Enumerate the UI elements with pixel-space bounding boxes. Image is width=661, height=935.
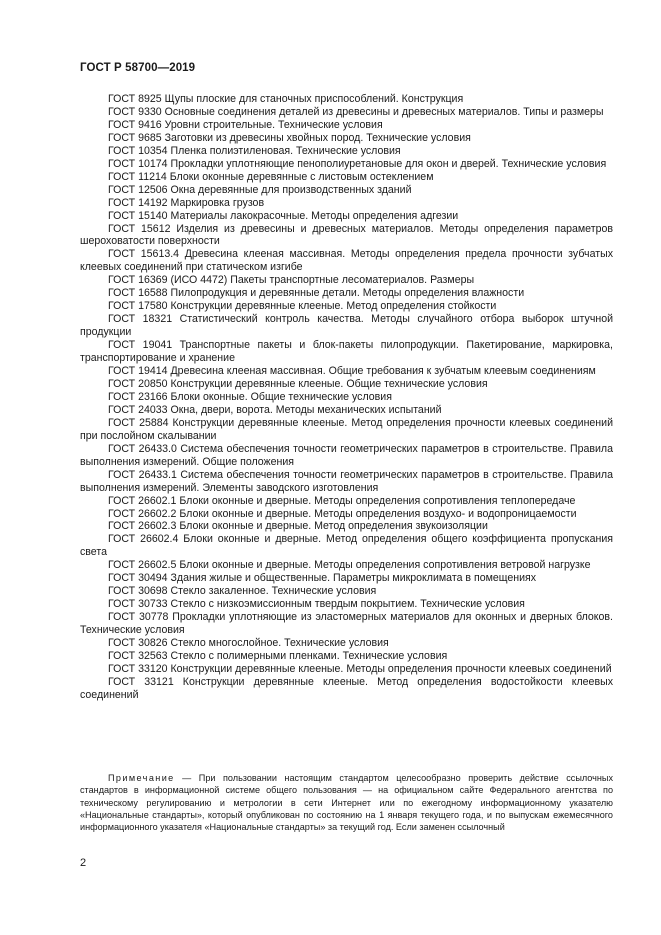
reference-item: ГОСТ 30698 Стекло закаленное. Технические условия (108, 585, 377, 598)
reference-item: ГОСТ 17580 Конструкции деревянные клееные. Метод определения стойкости (108, 300, 497, 313)
reference-item: ГОСТ 30733 Стекло с низкоэмиссионным твердым покрытием. Технические условия (108, 598, 525, 611)
reference-item: ГОСТ 26602.1 Блоки оконные и дверные. Методы определения сопротивления теплопередаче (108, 494, 576, 507)
reference-item: ГОСТ 26433.1 Система обеспечения точности геометрических параметров в строительстве. Правила выполнения измерений. Элементы заводского изготовления (80, 468, 613, 494)
reference-item: ГОСТ 30778 Прокладки уплотняющие из эластомерных материалов для оконных и дверных блоков. Технические условия (80, 611, 613, 637)
reference-item: ГОСТ 9330 Основные соединения деталей из древесины и древесных материалов. Типы и размеры (108, 105, 604, 118)
reference-item: ГОСТ 26433.0 Система обеспечения точности геометрических параметров в строительстве. Правила выполнения измерений. Общие положения (80, 442, 613, 468)
reference-item: ГОСТ 10354 Пленка полиэтиленовая. Технические условия (108, 144, 401, 157)
reference-item: ГОСТ 32563 Стекло с полимерными пленками. Технические условия (108, 649, 448, 662)
reference-item: ГОСТ 26602.2 Блоки оконные и дверные. Методы определения воздухо- и водопроницаемости (108, 507, 577, 520)
reference-item: ГОСТ 16369 (ИСО 4472) Пакеты транспортные лесоматериалов. Размеры (108, 274, 475, 287)
note-block (80, 772, 613, 833)
reference-item: ГОСТ 19041 Транспортные пакеты и блок-пакеты пилопродукции. Пакетирование, маркировка, транспортирование и хранение (80, 339, 613, 365)
reference-item: ГОСТ 10174 Прокладки уплотняющие пенополиуретановые для окон и дверей. Технические условия (108, 157, 607, 170)
reference-item: ГОСТ 15613.4 Древесина клееная массивная. Методы определения предела прочности зубчатых клеевых соединений при статическом изгибе (80, 248, 613, 274)
page-header-title: ГОСТ Р 58700—2019 (80, 62, 196, 74)
reference-item: ГОСТ 20850 Конструкции деревянные клееные. Общие технические условия (108, 377, 488, 390)
reference-item: ГОСТ 9685 Заготовки из древесины хвойных пород. Технические условия (108, 131, 471, 144)
reference-item: ГОСТ 30826 Стекло многослойное. Технические условия (108, 637, 389, 650)
reference-item: ГОСТ 26602.3 Блоки оконные и дверные. Метод определения звукоизоляции (108, 520, 488, 533)
reference-item: ГОСТ 12506 Окна деревянные для производственных зданий (108, 183, 412, 196)
reference-item: ГОСТ 33121 Конструкции деревянные клееные. Метод определения водостойкости клеевых соединений (80, 675, 613, 701)
reference-item: ГОСТ 19414 Древесина клееная массивная. Общие требования к зубчатым клеевым соединениям (108, 365, 596, 378)
reference-item: ГОСТ 11214 Блоки оконные деревянные с листовым остеклением (108, 170, 434, 183)
note-paragraph (80, 772, 613, 833)
reference-item: ГОСТ 30494 Здания жилые и общественные. Параметры микроклимата в помещениях (108, 572, 537, 585)
reference-item: ГОСТ 15140 Материалы лакокрасочные. Методы определения адгезии (108, 209, 459, 222)
reference-item: ГОСТ 16588 Пилопродукция и деревянные детали. Методы определения влажности (108, 287, 525, 300)
reference-item: ГОСТ 24033 Окна, двери, ворота. Методы механических испытаний (108, 403, 442, 416)
note-text: — При пользовании настоящим стандартом целесообразно проверить действие ссылочных стандартов в информационной системе общего пользования — на официальном сайте Федерального агентства по техническому регулированию и метрологии в сети Интернет или по ежегодному информационному указателю «Национальные стандарты», который опубликован по состоянию на 1 января текущего года, и по выпускам ежемесячного информационного указателя «Национальные стандарты» за текущий год. Если заменен ссылочный (80, 773, 613, 833)
note-label: Примечание (108, 773, 175, 783)
reference-item: ГОСТ 33120 Конструкции деревянные клееные. Методы определения прочности клеевых соединений (108, 662, 612, 675)
reference-item: ГОСТ 23166 Блоки оконные. Общие технические условия (108, 390, 392, 403)
reference-item: ГОСТ 26602.4 Блоки оконные и дверные. Метод определения общего коэффициента пропускания света (80, 533, 613, 559)
reference-item: ГОСТ 26602.5 Блоки оконные и дверные. Методы определения сопротивления ветровой нагрузке (108, 559, 591, 572)
page-number: 2 (80, 857, 87, 869)
reference-item: ГОСТ 18321 Статистический контроль качества. Методы случайного отбора выборок штучной продукции (80, 313, 613, 339)
normative-references-list (80, 93, 613, 702)
reference-item: ГОСТ 14192 Маркировка грузов (108, 196, 265, 209)
reference-item: ГОСТ 15612 Изделия из древесины и древесных материалов. Методы определения параметров шероховатости поверхности (80, 222, 613, 248)
reference-item: ГОСТ 8925 Щупы плоские для станочных приспособлений. Конструкция (108, 93, 464, 105)
reference-item: ГОСТ 25884 Конструкции деревянные клееные. Метод определения прочности клеевых соединений при послойном скалывании (80, 416, 613, 442)
reference-item: ГОСТ 9416 Уровни строительные. Технические условия (108, 118, 383, 131)
